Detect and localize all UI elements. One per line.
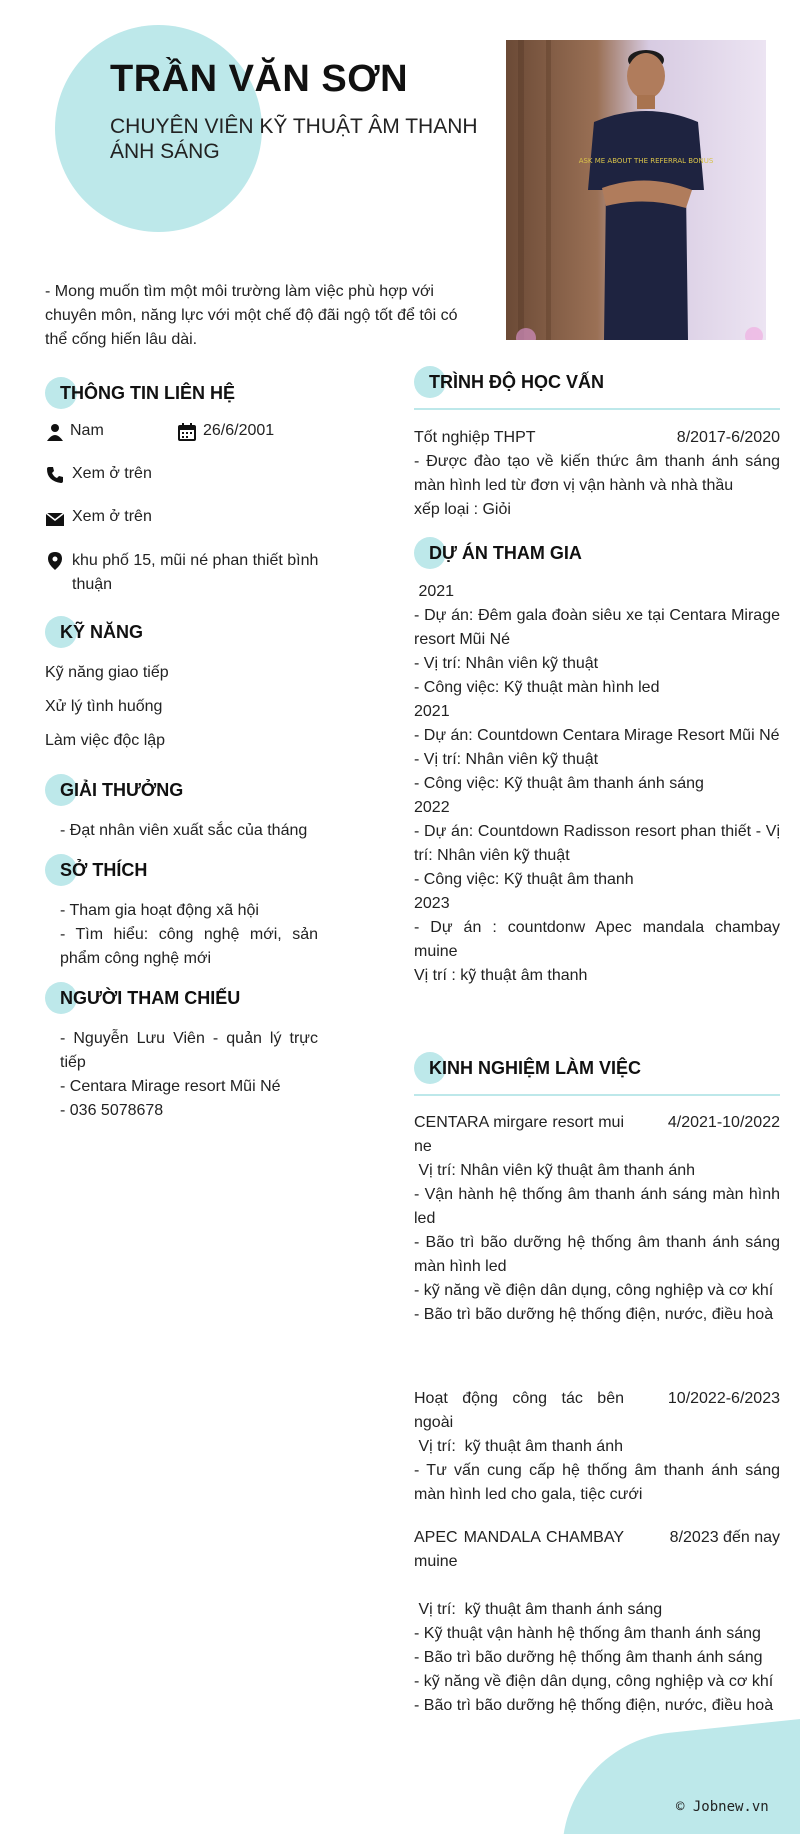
job-line: Vị trí: Nhân viên kỹ thuật âm thanh ánh bbox=[414, 1162, 696, 1179]
education-block bbox=[414, 426, 780, 522]
job-line: - kỹ năng về điện dân dụng, công nghiệp và cơ khí bbox=[414, 1282, 774, 1299]
reference-item: - Nguyễn Lưu Viên - quản lý trực tiếp bbox=[60, 1030, 318, 1071]
project-line: 2021 bbox=[414, 583, 455, 600]
contact-gender: Nam bbox=[70, 422, 104, 439]
section-skills-heading: KỸ NĂNG bbox=[60, 622, 144, 642]
education-detail: - Được đào tạo về kiến thức âm thanh ánh sáng màn hình led từ đơn vị vận hành và nhà thầu bbox=[414, 453, 780, 494]
hobbies-list bbox=[60, 899, 318, 971]
job-line: Vị trí: kỹ thuật âm thanh ánh sáng bbox=[414, 1601, 663, 1618]
job-line: - Bão trì bão dưỡng hệ thống điện, nước, điều hoà bbox=[414, 1306, 774, 1323]
job-period: 10/2022-6/2023 bbox=[667, 1390, 780, 1407]
section-awards-heading: GIẢI THƯỞNG bbox=[60, 780, 184, 800]
calendar-icon bbox=[178, 423, 196, 441]
job-entry bbox=[414, 1526, 780, 1718]
job-period: 4/2021-10/2022 bbox=[667, 1114, 780, 1131]
award-item: - Đạt nhân viên xuất sắc của tháng bbox=[60, 822, 308, 839]
section-contact-heading: THÔNG TIN LIÊN HỆ bbox=[60, 383, 235, 403]
education-period: 8/2017-6/2020 bbox=[676, 429, 780, 446]
project-line: - Dự án: Countdown Radisson resort phan thiết - Vị trí: Nhân viên kỹ thuật bbox=[414, 823, 780, 864]
project-line: - Dự án: Countdown Centara Mirage Resort Mũi Né bbox=[414, 727, 780, 744]
project-line: - Dự án : countdonw Apec mandala chambay muine bbox=[414, 919, 780, 960]
job-line: - Vận hành hệ thống âm thanh ánh sáng màn hình led bbox=[414, 1186, 780, 1227]
references-list bbox=[60, 1027, 318, 1123]
project-line: - Vị trí: Nhân viên kỹ thuật bbox=[414, 751, 599, 768]
project-line: Vị trí : kỹ thuật âm thanh bbox=[414, 967, 588, 984]
phone-icon bbox=[46, 466, 64, 484]
profile-photo bbox=[506, 40, 766, 340]
education-school: Tốt nghiệp THPT bbox=[414, 429, 536, 446]
reference-item: - Centara Mirage resort Mũi Né bbox=[60, 1078, 281, 1095]
email-icon bbox=[46, 510, 64, 528]
project-line: - Công việc: Kỹ thuật âm thanh bbox=[414, 871, 634, 888]
job-line: - Kỹ thuật vận hành hệ thống âm thanh ánh sáng bbox=[414, 1625, 761, 1642]
project-line: 2022 bbox=[414, 799, 450, 816]
job-entry bbox=[414, 1387, 780, 1507]
project-line: - Công việc: Kỹ thuật âm thanh ánh sáng bbox=[414, 775, 704, 792]
career-objective: - Mong muốn tìm một môi trường làm việc phù hợp với chuyên môn, năng lực với một chế độ đãi ngộ tốt để tôi có thể cống hiến lâu dài. bbox=[45, 283, 458, 348]
project-line: - Dự án: Đêm gala đoàn siêu xe tại Centara Mirage resort Mũi Né bbox=[414, 607, 780, 648]
shirt-text: ASK ME ABOUT THE REFERRAL BONUS bbox=[578, 157, 714, 165]
project-line: 2021 bbox=[414, 703, 450, 720]
job-line: - kỹ năng về điện dân dụng, công nghiệp và cơ khí bbox=[414, 1673, 774, 1690]
job-company: Hoạt động công tác bên ngoài bbox=[414, 1390, 624, 1431]
project-line: - Công việc: Kỹ thuật màn hình led bbox=[414, 679, 660, 696]
projects-list bbox=[414, 580, 780, 988]
section-projects-heading: DỰ ÁN THAM GIA bbox=[429, 543, 582, 563]
section-experience-heading: KINH NGHIỆM LÀM VIỆC bbox=[429, 1058, 642, 1078]
candidate-title: CHUYÊN VIÊN KỸ THUẬT ÂM THANH ÁNH SÁNG bbox=[110, 115, 478, 163]
contact-phone: Xem ở trên bbox=[72, 465, 152, 482]
decorative-blob bbox=[550, 1712, 800, 1834]
section-education-heading: TRÌNH ĐỘ HỌC VẤN bbox=[429, 372, 604, 392]
footer-credit[interactable]: © Jobnew.vn bbox=[676, 1799, 769, 1815]
candidate-name: TRẦN VĂN SƠN bbox=[110, 58, 409, 100]
job-line: Vị trí: kỹ thuật âm thanh ánh bbox=[414, 1438, 623, 1455]
education-detail: xếp loại : Giỏi bbox=[414, 501, 511, 518]
job-line bbox=[414, 1574, 780, 1598]
job-company: CENTARA mirgare resort mui ne bbox=[414, 1114, 624, 1155]
job-company: APEC MANDALA CHAMBAY muine bbox=[414, 1529, 624, 1570]
job-entry bbox=[414, 1111, 780, 1327]
section-divider bbox=[414, 1094, 780, 1096]
skill-item: Xử lý tình huống bbox=[45, 698, 163, 715]
location-icon bbox=[46, 552, 64, 570]
hobby-item: - Tham gia hoạt động xã hội bbox=[60, 902, 259, 919]
section-divider bbox=[414, 408, 780, 410]
section-hobbies-heading: SỞ THÍCH bbox=[60, 860, 148, 880]
project-line: 2023 bbox=[414, 895, 450, 912]
person-icon bbox=[46, 423, 64, 441]
job-period: 8/2023 đến nay bbox=[669, 1529, 780, 1546]
job-line: - Bão trì bão dưỡng hệ thống âm thanh ánh sáng màn hình led bbox=[414, 1234, 780, 1275]
project-line: - Vị trí: Nhân viên kỹ thuật bbox=[414, 655, 599, 672]
skill-item: Kỹ năng giao tiếp bbox=[45, 664, 169, 681]
contact-address: khu phố 15, mũi né phan thiết bình thuận bbox=[72, 552, 319, 593]
reference-item: - 036 5078678 bbox=[60, 1102, 164, 1119]
skill-item: Làm việc độc lập bbox=[45, 732, 166, 749]
contact-email: Xem ở trên bbox=[72, 508, 152, 525]
job-line: - Bão trì bão dưỡng hệ thống điện, nước, điều hoà bbox=[414, 1697, 774, 1714]
hobby-item: - Tìm hiểu: công nghệ mới, sản phẩm công nghệ mới bbox=[60, 926, 318, 967]
job-line: - Bão trì bão dưỡng hệ thống âm thanh ánh sáng bbox=[414, 1649, 763, 1666]
job-line: - Tư vấn cung cấp hệ thống âm thanh ánh sáng màn hình led cho gala, tiệc cưới bbox=[414, 1462, 780, 1503]
section-references-heading: NGƯỜI THAM CHIẾU bbox=[60, 988, 241, 1008]
contact-dob: 26/6/2001 bbox=[203, 422, 275, 439]
